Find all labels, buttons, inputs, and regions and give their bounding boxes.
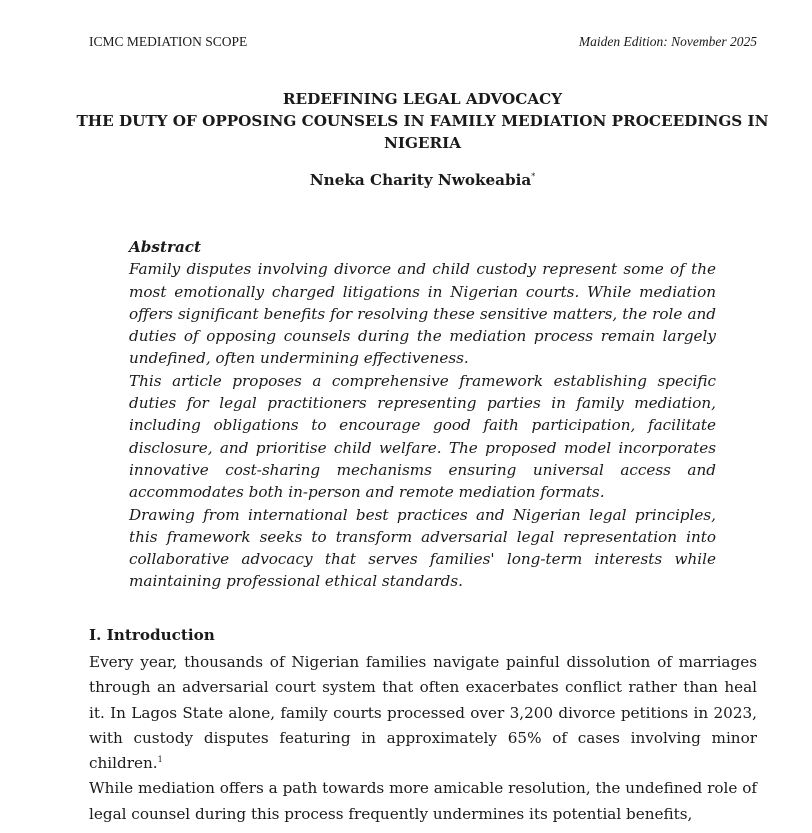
introduction-body	[89, 650, 757, 827]
footnote-ref-1[interactable]: 1	[157, 755, 163, 765]
running-head	[89, 34, 757, 52]
intro-paragraph-1-text: Every year, thousands of Nigerian families navigate painful dissolution of marriages through an adversarial court system that often exacerbates conflict rather than heal it. In Lagos State alone, family courts processed over 3,200 divorce petitions in 2023, with custody disputes featuring in approximately 65% of cases involving minor children.	[89, 653, 757, 773]
author-footnote-mark: *	[531, 172, 536, 181]
abstract-block	[129, 236, 716, 593]
article-title	[70, 88, 775, 154]
journal-name: ICMC MEDIATION SCOPE	[89, 34, 248, 49]
title-line-3: NIGERIA	[383, 134, 462, 152]
abstract-paragraph-1: Family disputes involving divorce and child custody represent some of the most emotionally charged litigations in Nigerian courts. While mediation offers significant benefits for resolving these sensitive matters, the role and duties of opposing counsels during the mediation process remain largely undefined, often undermining effectiveness.	[129, 260, 716, 368]
abstract-paragraph-2: This article proposes a comprehensive framework establishing specific duties for legal practitioners representing parties in family mediation, including obligations to encourage good faith participation, facilitate disclosure, and prioritise child welfare. The proposed model incorporates innovative cost-sharing mechanisms ensuring universal access and accommodates both in-person and remote mediation formats.	[129, 371, 716, 502]
abstract-paragraph-3: Drawing from international best practices and Nigerian legal principles, this framework seeks to transform adversarial legal representation into collaborative advocacy that serves families' long-term interests while maintaining professional ethical standards.	[129, 505, 716, 591]
title-line-2: THE DUTY OF OPPOSING COUNSELS IN FAMILY MEDIATION PROCEEDINGS IN	[76, 112, 769, 130]
author-name: Nneka Charity Nwokeabia	[309, 171, 532, 189]
abstract-heading: Abstract	[129, 238, 202, 256]
section-heading-introduction: I. Introduction	[89, 626, 215, 644]
title-line-1: REDEFINING LEGAL ADVOCACY	[282, 90, 563, 108]
intro-paragraph-1	[89, 650, 757, 776]
author-line	[0, 171, 812, 189]
intro-paragraph-2: While mediation offers a path towards more amicable resolution, the undefined role of legal counsel during this process frequently undermines its potential benefits,	[89, 779, 757, 823]
edition-label: Maiden Edition: November 2025	[578, 34, 757, 49]
